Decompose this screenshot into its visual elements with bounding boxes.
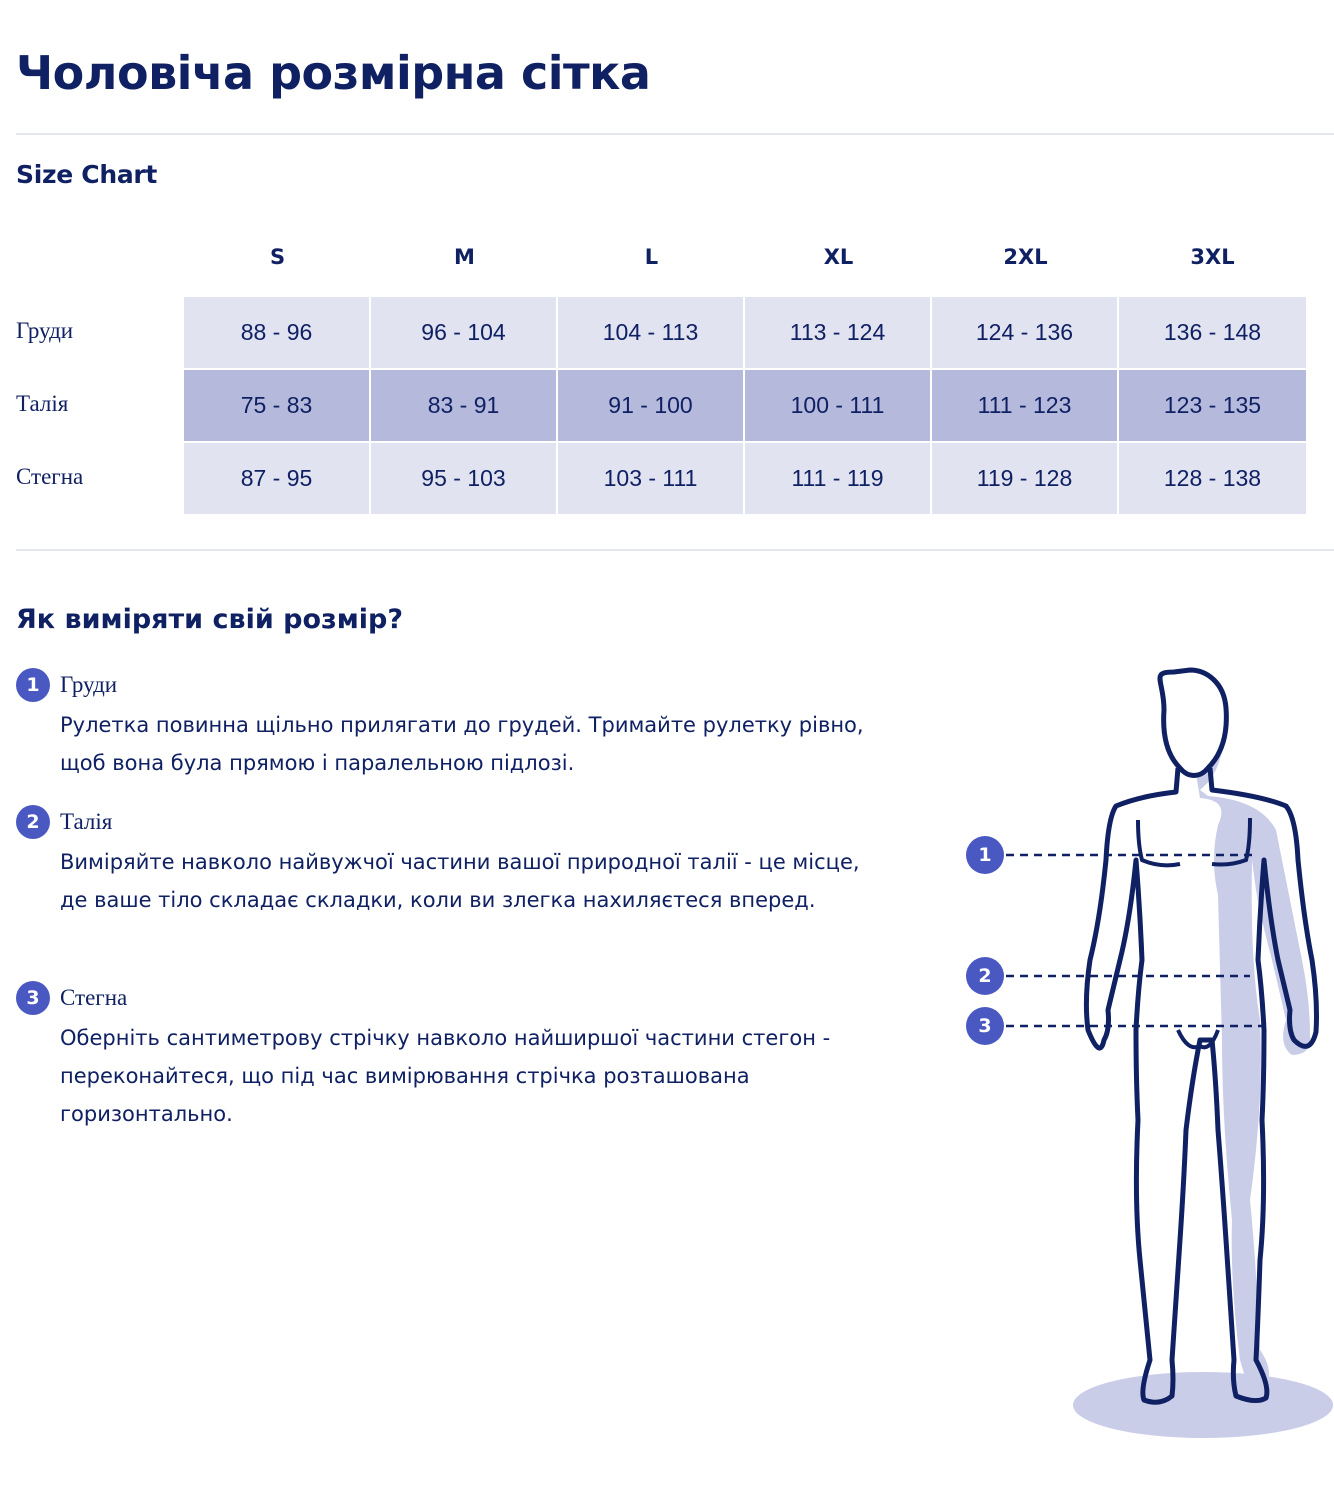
table-cell: 87 - 95 xyxy=(184,443,371,516)
table-cell: 113 - 124 xyxy=(745,297,932,370)
body-measurement-figure xyxy=(960,660,1334,1450)
size-header-2xl: 2XL xyxy=(1003,245,1048,269)
measure-step-chest xyxy=(16,668,896,782)
size-header-3xl: 3XL xyxy=(1190,245,1235,269)
table-cell: 95 - 103 xyxy=(371,443,558,516)
page-title: Чоловіча розмірна сітка xyxy=(16,46,651,100)
size-header-l: L xyxy=(644,245,659,269)
row-label-hips: Стегна xyxy=(16,464,84,489)
table-cell: 123 - 135 xyxy=(1119,370,1306,443)
table-cell: 128 - 138 xyxy=(1119,443,1306,516)
size-chart-title: Size Chart xyxy=(16,160,158,189)
head xyxy=(1160,670,1226,776)
measure-step-hips xyxy=(16,981,896,1133)
hips-marker-badge: 3 xyxy=(966,1007,1004,1045)
row-label-waist: Талія xyxy=(16,391,69,416)
size-header-m: M xyxy=(454,245,475,269)
step-number-badge: 1 xyxy=(16,668,50,702)
table-row-chest xyxy=(184,297,1306,370)
table-cell: 103 - 111 xyxy=(558,443,745,516)
divider xyxy=(16,549,1334,551)
measure-step-waist xyxy=(16,805,896,919)
row-label-chest: Груди xyxy=(16,318,74,343)
divider xyxy=(16,133,1334,135)
table-cell: 96 - 104 xyxy=(371,297,558,370)
chest-marker-badge: 1 xyxy=(966,836,1004,874)
table-row-hips xyxy=(184,443,1306,516)
step-number-badge: 2 xyxy=(16,805,50,839)
table-cell: 100 - 111 xyxy=(745,370,932,443)
table-cell: 124 - 136 xyxy=(932,297,1119,370)
step-name: Груди xyxy=(60,672,118,697)
waist-marker-badge: 2 xyxy=(966,957,1004,995)
step-name: Талія xyxy=(60,809,113,834)
table-cell: 88 - 96 xyxy=(184,297,371,370)
table-cell: 111 - 119 xyxy=(745,443,932,516)
size-header-xl: XL xyxy=(823,245,854,269)
step-number-badge: 3 xyxy=(16,981,50,1015)
step-description: Оберніть сантиметрову стрічку навколо найширшої частини стегон - переконайтеся, що під час вимірювання стрічка розташована горизонтально. xyxy=(60,1026,831,1126)
table-cell: 83 - 91 xyxy=(371,370,558,443)
table-cell: 91 - 100 xyxy=(558,370,745,443)
size-header-s: S xyxy=(269,245,286,269)
table-cell: 111 - 123 xyxy=(932,370,1119,443)
table-row-waist xyxy=(184,370,1306,443)
step-name: Стегна xyxy=(60,985,128,1010)
mannequin-illustration xyxy=(960,660,1334,1450)
table-cell: 104 - 113 xyxy=(558,297,745,370)
table-cell: 75 - 83 xyxy=(184,370,371,443)
floor-shadow xyxy=(1073,1372,1333,1438)
step-description: Рулетка повинна щільно прилягати до грудей. Тримайте рулетку рівно, щоб вона була прямою і паралельною підлозі. xyxy=(60,713,864,775)
step-description: Виміряйте навколо найвужчої частини вашої природної талії - це місце, де ваше тіло складає складки, коли ви злегка нахиляєтеся вперед. xyxy=(60,850,860,912)
table-cell: 119 - 128 xyxy=(932,443,1119,516)
how-to-measure-title: Як виміряти свій розмір? xyxy=(16,604,404,635)
table-cell: 136 - 148 xyxy=(1119,297,1306,370)
size-table xyxy=(184,297,1306,516)
